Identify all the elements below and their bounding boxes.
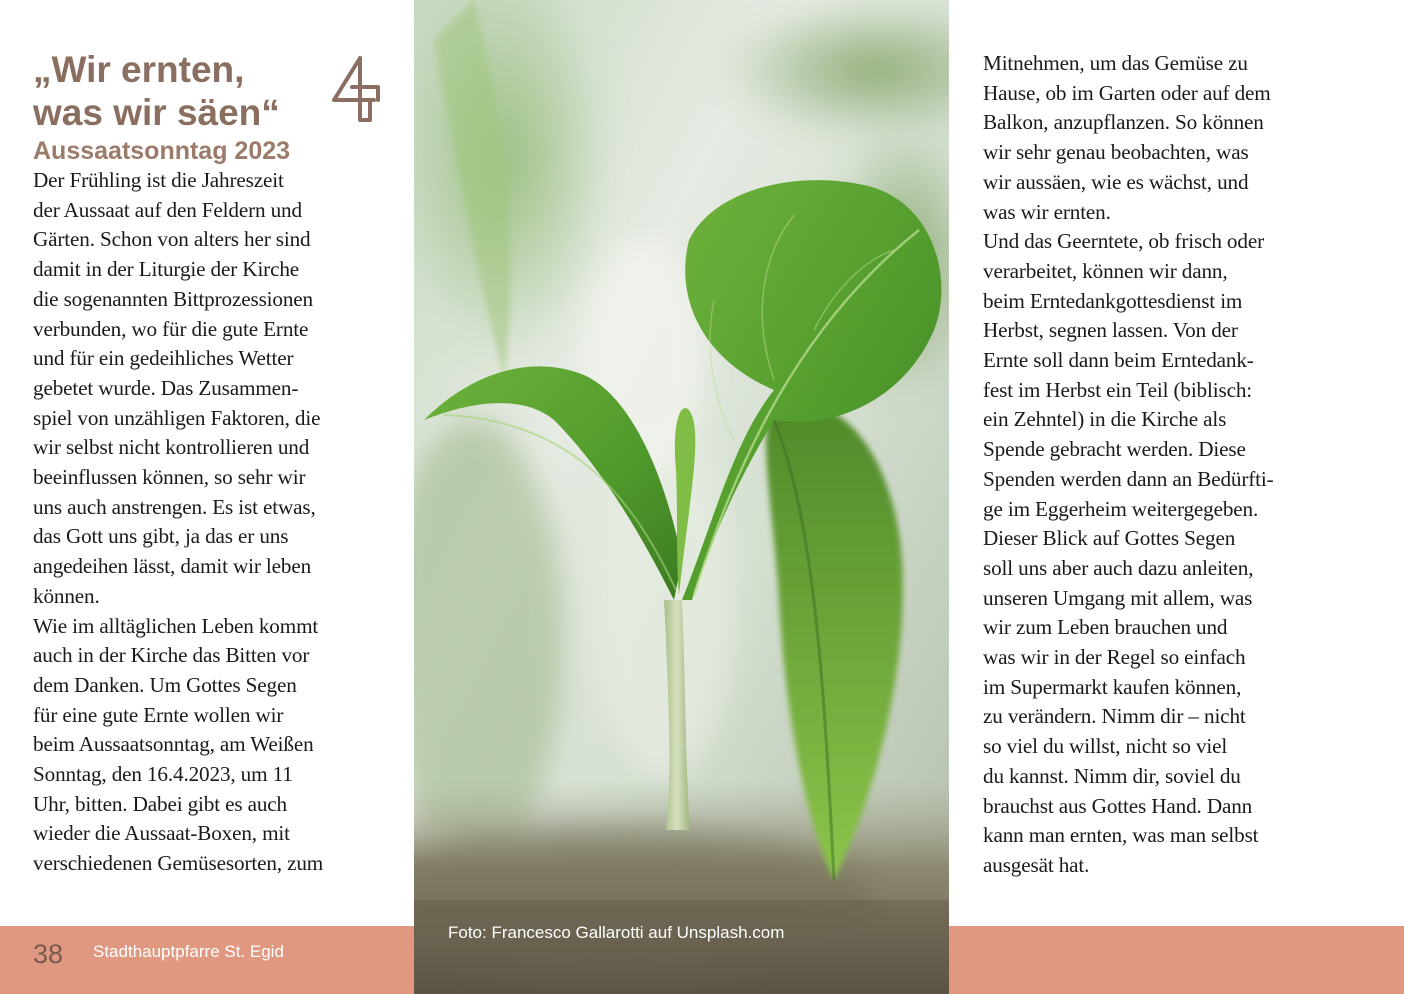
body-line: auch in der Kirche das Bitten vor [33,643,310,668]
body-line: beim Erntedankgottesdienst im [983,288,1243,313]
article-body-right [983,49,1383,881]
body-line: soll uns aber auch dazu anleiten, [983,555,1254,580]
body-line: wieder die Aussaat-Boxen, mit [33,821,290,846]
seedling-photo [414,0,949,994]
body-line: das Gott uns gibt, ja das er uns [33,524,289,549]
number-four-icon [330,54,386,124]
body-line: verarbeitet, können wir dann, [983,258,1228,283]
body-line: spiel von unzähligen Faktoren, die [33,405,321,430]
article-body-left [33,166,393,879]
body-line: Hause, ob im Garten oder auf dem [983,80,1271,105]
body-line: ausgesät hat. [983,852,1090,877]
body-line: beim Aussaatsonntag, am Weißen [33,732,314,757]
body-line: wir selbst nicht kontrollieren und [33,435,310,460]
body-line: Wie im alltäglichen Leben kommt [33,613,319,638]
body-line: im Supermarkt kaufen können, [983,674,1242,699]
body-line: Mitnehmen, um das Gemüse zu [983,51,1248,75]
body-line: verbunden, wo für die gute Ernte [33,316,309,341]
parish-name: Stadthauptpfarre St. Egid [93,942,284,961]
body-line: so viel du willst, nicht so viel [983,734,1228,759]
body-line: Spende gebracht werden. Diese [983,437,1246,462]
body-line: Sonntag, den 16.4.2023, um 11 [33,762,293,787]
body-line: die sogenannten Bittprozessionen [33,286,313,311]
body-line: Gärten. Schon von alters her sind [33,227,311,252]
body-line: wir aussäen, wie es wächst, und [983,169,1249,194]
body-line: Dieser Blick auf Gottes Segen [983,526,1236,551]
body-line: brauchst aus Gottes Hand. Dann [983,793,1253,818]
body-line: wir zum Leben brauchen und [983,615,1228,640]
body-line: gebetet wurde. Das Zusammen- [33,375,299,400]
body-line: Balkon, anzupflanzen. So können [983,110,1264,135]
left-column [33,48,393,879]
body-line: Und das Geerntete, ob frisch oder [983,229,1264,254]
body-line: für eine gute Ernte wollen wir [33,702,284,727]
body-line: was wir in der Regel so einfach [983,645,1246,670]
body-line: du kannst. Nimm dir, soviel du [983,763,1241,788]
body-line: unseren Umgang mit allem, was [983,585,1253,610]
body-line: dem Danken. Um Gottes Segen [33,672,297,697]
photo-credit: Foto: Francesco Gallarotti auf Unsplash.com [448,923,785,942]
page-number: 38 [33,939,64,969]
body-line: uns auch anstrengen. Es ist etwas, [33,494,316,519]
body-line: Ernte soll dann beim Erntedank- [983,348,1254,373]
body-line: wir sehr genau beobachten, was [983,140,1249,165]
body-line: Herbst, segnen lassen. Von der [983,318,1238,343]
title-line-2: was wir säen“ [33,92,280,133]
body-line: angedeihen lässt, damit wir leben [33,554,312,579]
footer-band-right [949,926,1404,994]
body-line: der Aussaat auf den Feldern und [33,197,302,222]
body-line: ge im Eggerheim weitergegeben. [983,496,1259,521]
body-line: zu verändern. Nimm dir – nicht [983,704,1246,729]
body-line: können. [33,583,100,608]
body-line: was wir ernten. [983,199,1111,224]
body-line: und für ein gedeihliches Wetter [33,346,294,371]
body-line: damit in der Liturgie der Kirche [33,257,300,282]
right-column [983,49,1383,881]
body-line: ein Zehntel) in die Kirche als [983,407,1227,432]
body-line: Uhr, bitten. Dabei gibt es auch [33,791,287,816]
body-line: kann man ernten, was man selbst [983,823,1259,848]
body-line: Der Frühling ist die Jahreszeit [33,168,284,192]
article-subtitle: Aussaatsonntag 2023 [33,137,291,165]
body-line: Spenden werden dann an Bedürfti- [983,466,1274,491]
title-line-1: „Wir ernten, [33,49,245,90]
body-line: beeinflussen können, so sehr wir [33,465,306,490]
body-line: verschiedenen Gemüsesorten, zum [33,851,324,876]
body-line: fest im Herbst ein Teil (biblisch: [983,377,1253,402]
